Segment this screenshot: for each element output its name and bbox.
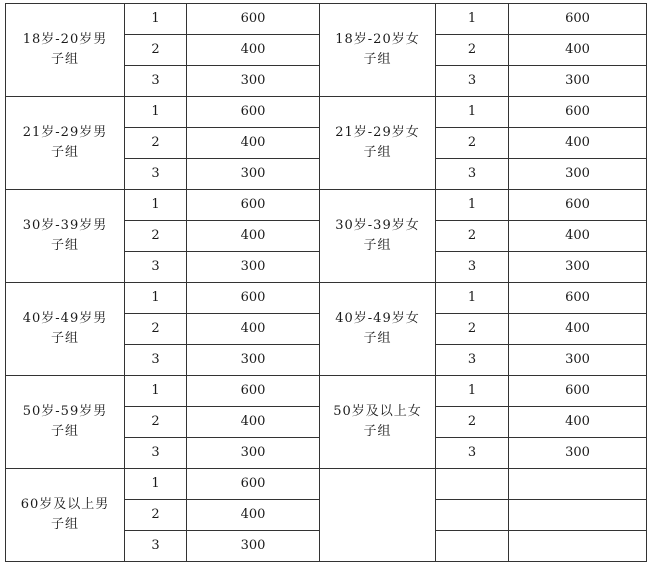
male-rank-cell: 1 <box>125 283 187 314</box>
female-points-cell: 400 <box>509 407 647 438</box>
male-points-cell: 400 <box>187 128 320 159</box>
female-group-label <box>320 283 436 376</box>
points-table <box>5 3 647 562</box>
table-row <box>6 190 647 221</box>
male-points-cell: 600 <box>187 4 320 35</box>
table-row <box>6 469 647 500</box>
female-points-cell: 300 <box>509 252 647 283</box>
group-label-text: 50岁及以上女子组 <box>333 404 422 439</box>
female-rank-cell: 2 <box>436 128 509 159</box>
female-group-label <box>320 97 436 190</box>
female-points-cell <box>509 531 647 562</box>
group-label-text: 60岁及以上男子组 <box>20 497 110 532</box>
female-points-cell: 600 <box>509 283 647 314</box>
male-rank-cell: 1 <box>125 376 187 407</box>
male-points-cell: 300 <box>187 159 320 190</box>
male-rank-cell: 3 <box>125 438 187 469</box>
male-rank-cell: 1 <box>125 4 187 35</box>
table-row <box>6 4 647 35</box>
table-row <box>6 97 647 128</box>
female-points-cell: 600 <box>509 376 647 407</box>
female-rank-cell: 2 <box>436 407 509 438</box>
male-rank-cell: 1 <box>125 190 187 221</box>
female-group-label <box>320 469 436 562</box>
male-rank-cell: 2 <box>125 314 187 345</box>
male-group-label <box>6 376 125 469</box>
female-rank-cell: 1 <box>436 283 509 314</box>
points-table-body <box>6 4 647 562</box>
male-points-cell: 300 <box>187 531 320 562</box>
male-points-cell: 400 <box>187 35 320 66</box>
female-points-cell: 300 <box>509 345 647 376</box>
male-group-label <box>6 190 125 283</box>
male-group-label <box>6 4 125 97</box>
male-rank-cell: 1 <box>125 97 187 128</box>
female-rank-cell <box>436 469 509 500</box>
female-rank-cell <box>436 500 509 531</box>
male-rank-cell: 3 <box>125 66 187 97</box>
group-label-text: 18岁-20岁女子组 <box>335 32 420 67</box>
female-rank-cell <box>436 531 509 562</box>
female-rank-cell: 3 <box>436 252 509 283</box>
male-points-cell: 400 <box>187 314 320 345</box>
male-rank-cell: 2 <box>125 128 187 159</box>
female-rank-cell: 3 <box>436 159 509 190</box>
table-row <box>6 376 647 407</box>
male-points-cell: 300 <box>187 345 320 376</box>
female-points-cell <box>509 469 647 500</box>
female-rank-cell: 1 <box>436 376 509 407</box>
female-group-label <box>320 4 436 97</box>
male-points-cell: 600 <box>187 469 320 500</box>
male-points-cell: 300 <box>187 66 320 97</box>
male-group-label <box>6 97 125 190</box>
male-rank-cell: 2 <box>125 221 187 252</box>
female-points-cell: 400 <box>509 221 647 252</box>
female-points-cell: 600 <box>509 190 647 221</box>
female-rank-cell: 1 <box>436 97 509 128</box>
group-label-text: 30岁-39岁男子组 <box>22 218 108 253</box>
male-points-cell: 400 <box>187 500 320 531</box>
group-label-text: 30岁-39岁女子组 <box>335 218 420 253</box>
group-label-text: 21岁-29岁男子组 <box>22 125 108 160</box>
female-rank-cell: 3 <box>436 345 509 376</box>
male-rank-cell: 3 <box>125 252 187 283</box>
female-points-cell: 300 <box>509 438 647 469</box>
female-points-cell: 600 <box>509 4 647 35</box>
female-rank-cell: 3 <box>436 66 509 97</box>
male-rank-cell: 3 <box>125 345 187 376</box>
female-points-cell <box>509 500 647 531</box>
female-rank-cell: 2 <box>436 314 509 345</box>
male-points-cell: 400 <box>187 221 320 252</box>
male-points-cell: 600 <box>187 190 320 221</box>
group-label-text: 40岁-49岁女子组 <box>335 311 420 346</box>
male-rank-cell: 3 <box>125 159 187 190</box>
female-rank-cell: 1 <box>436 4 509 35</box>
group-label-text: 21岁-29岁女子组 <box>335 125 420 160</box>
female-points-cell: 300 <box>509 159 647 190</box>
female-points-cell: 600 <box>509 97 647 128</box>
female-points-cell: 400 <box>509 128 647 159</box>
male-rank-cell: 1 <box>125 469 187 500</box>
male-group-label <box>6 283 125 376</box>
male-rank-cell: 3 <box>125 531 187 562</box>
male-group-label <box>6 469 125 562</box>
female-rank-cell: 2 <box>436 221 509 252</box>
female-points-cell: 400 <box>509 314 647 345</box>
male-points-cell: 600 <box>187 97 320 128</box>
group-label-text: 40岁-49岁男子组 <box>22 311 108 346</box>
male-points-cell: 300 <box>187 438 320 469</box>
group-label-text: 50岁-59岁男子组 <box>22 404 108 439</box>
female-points-cell: 300 <box>509 66 647 97</box>
female-group-label <box>320 376 436 469</box>
male-points-cell: 600 <box>187 376 320 407</box>
table-row <box>6 283 647 314</box>
male-rank-cell: 2 <box>125 35 187 66</box>
male-points-cell: 300 <box>187 252 320 283</box>
female-points-cell: 400 <box>509 35 647 66</box>
female-rank-cell: 1 <box>436 190 509 221</box>
female-rank-cell: 3 <box>436 438 509 469</box>
male-points-cell: 400 <box>187 407 320 438</box>
male-rank-cell: 2 <box>125 407 187 438</box>
male-points-cell: 600 <box>187 283 320 314</box>
group-label-text: 18岁-20岁男子组 <box>22 32 108 67</box>
male-rank-cell: 2 <box>125 500 187 531</box>
female-group-label <box>320 190 436 283</box>
female-rank-cell: 2 <box>436 35 509 66</box>
